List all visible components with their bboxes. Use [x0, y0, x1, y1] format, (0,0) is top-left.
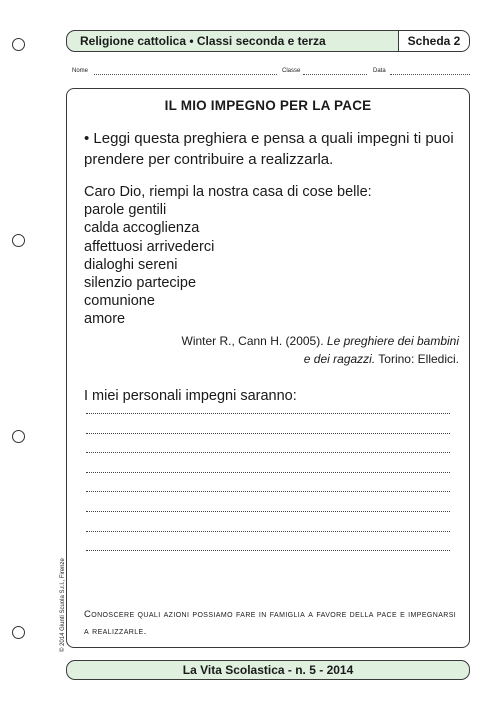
- writing-line[interactable]: [86, 472, 450, 473]
- citation-publisher: Torino: Elledici.: [378, 352, 459, 366]
- binder-hole: [12, 430, 25, 443]
- subject-label: Religione cattolica • Classi seconda e terza: [80, 34, 326, 48]
- binder-hole: [12, 626, 25, 639]
- scheda-label: Scheda 2: [398, 31, 469, 51]
- writing-lines: [86, 404, 450, 570]
- prayer-line: Caro Dio, riempi la nostra casa di cose belle:: [84, 184, 372, 200]
- writing-line[interactable]: [86, 433, 450, 434]
- binder-hole: [12, 234, 25, 247]
- student-fields: [72, 68, 472, 78]
- binder-hole: [12, 38, 25, 51]
- prayer-line: dialoghi sereni: [84, 256, 178, 273]
- footer-banner: La Vita Scolastica - n. 5 - 2014: [66, 660, 470, 680]
- nome-label: Nome: [72, 68, 89, 74]
- writing-line[interactable]: [86, 550, 450, 551]
- prayer-line: parole gentili: [84, 202, 167, 219]
- prayer-text: [84, 183, 456, 329]
- writing-line[interactable]: [86, 452, 450, 453]
- prayer-line: amore: [84, 311, 126, 328]
- copyright-note: © 2014 Giunti Scuola S.r.l., Firenze: [60, 558, 66, 652]
- nome-field[interactable]: [94, 74, 277, 75]
- data-label: Data: [373, 68, 386, 74]
- learning-objective: Conoscere quali azioni possiamo fare in famiglia a favore della pace e impegnarsi a realizzarle.: [84, 609, 457, 637]
- page-title: IL MIO IMPEGNO PER LA PACE: [164, 98, 372, 113]
- impegni-label: I miei personali impegni saranno:: [84, 388, 297, 404]
- citation-authors: Winter R., Cann H. (2005).: [181, 334, 324, 348]
- classe-label: Classe: [282, 68, 301, 74]
- writing-line[interactable]: [86, 531, 450, 532]
- citation-title: Le preghiere dei bambini: [326, 334, 459, 348]
- prayer-line: comunione: [84, 293, 155, 310]
- prayer-line: calda accoglienza: [84, 220, 200, 237]
- writing-line[interactable]: [86, 511, 450, 512]
- data-field[interactable]: [390, 74, 470, 75]
- citation-title-continued: e dei ragazzi.: [303, 352, 376, 366]
- instruction-text: • Leggi questa preghiera e pensa a quali impegni ti puoi prendere per contribuire a realizzarla.: [84, 130, 454, 168]
- prayer-line: affettuosi arrivederci: [84, 238, 215, 255]
- prayer-line: silenzio partecipe: [84, 275, 197, 292]
- classe-field[interactable]: [303, 74, 367, 75]
- writing-line[interactable]: [86, 413, 450, 414]
- citation: [84, 332, 459, 368]
- header-banner: [66, 30, 470, 52]
- writing-line[interactable]: [86, 491, 450, 492]
